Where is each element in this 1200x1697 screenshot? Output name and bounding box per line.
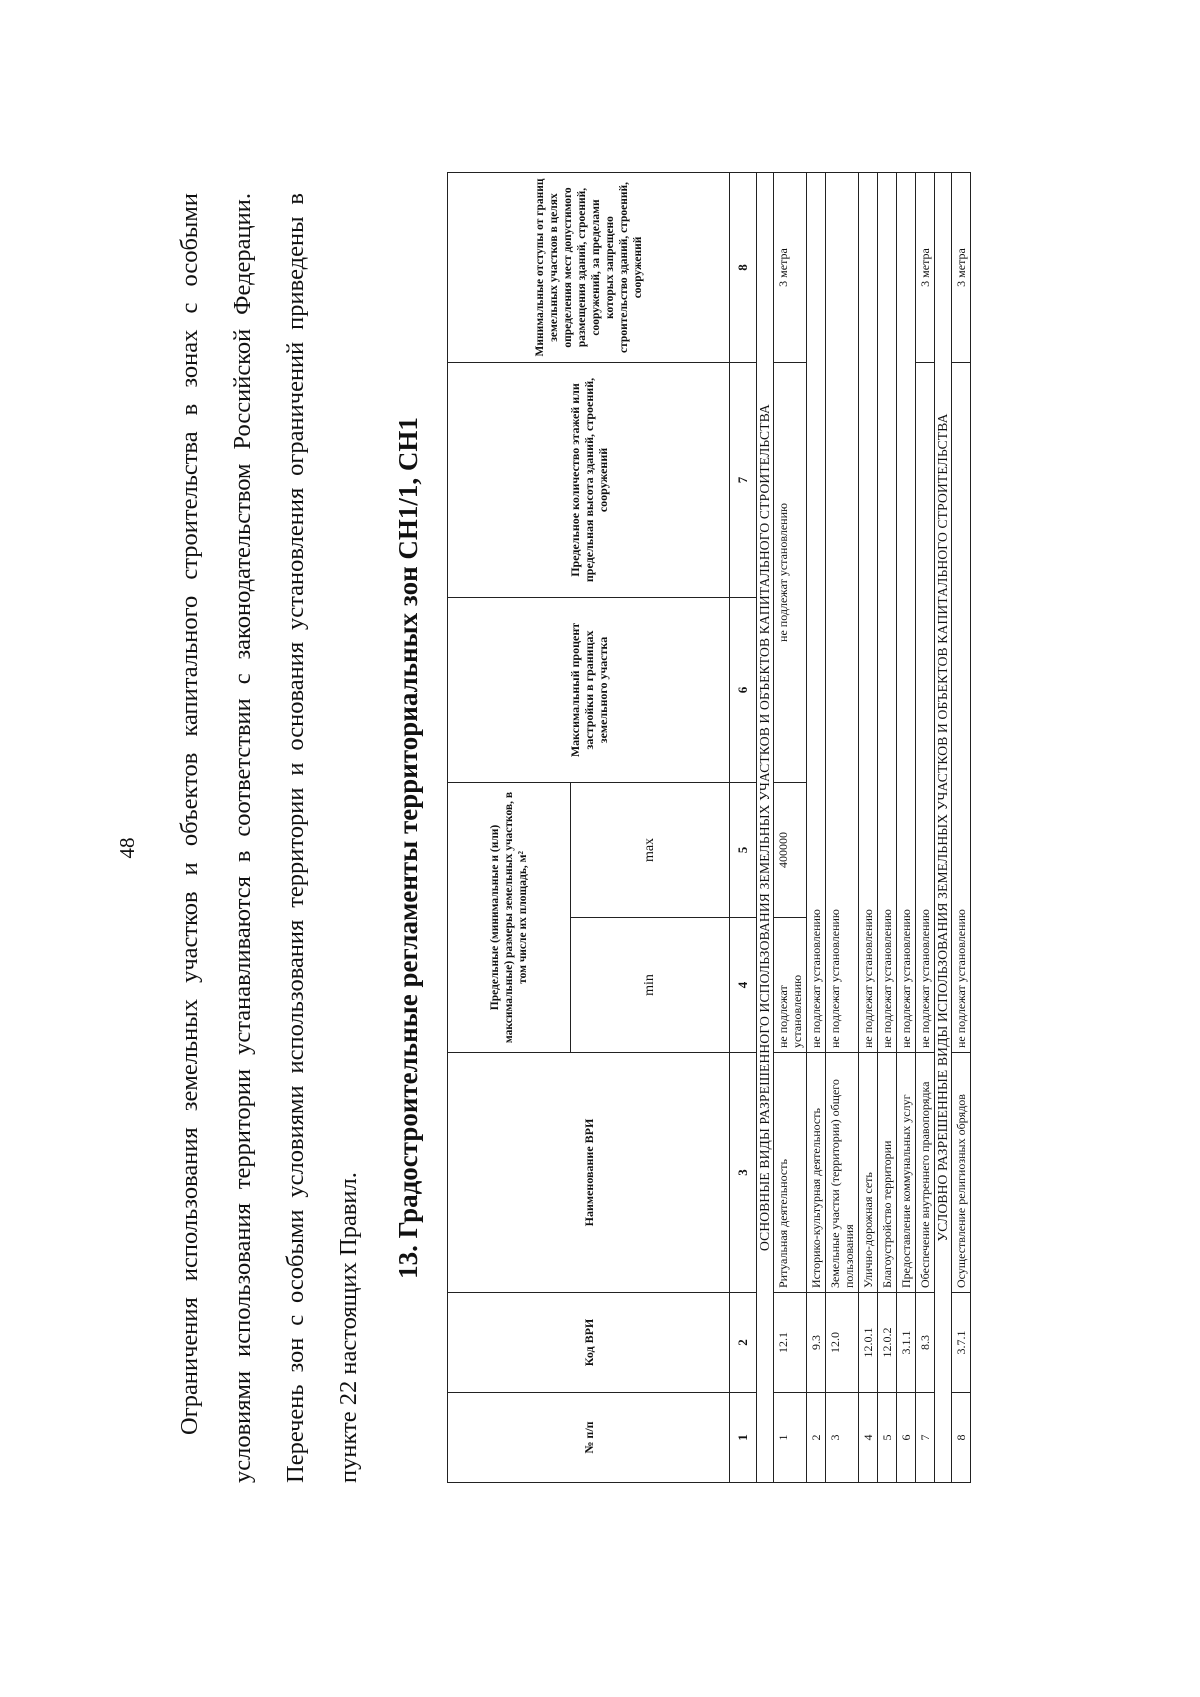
header-setback: Минимальные отступы от границ земельных участков в целях определения мест допустимого размещения зданий, строений, сооружений, за пределами которых запрещено строительство зданий, строений, сооружений — [448, 172, 730, 362]
section-main: ОСНОВНЫЕ ВИДЫ РАЗРЕШЕННОГО ИСПОЛЬЗОВАНИЯ ЗЕМЕЛЬНЫХ УЧАСТКОВ И ОБЪЕКТОВ КАПИТАЛЬНОГО СТРОИТЕЛЬСТВА — [757, 172, 774, 1482]
table-row — [826, 172, 859, 1482]
col-number: 2 — [730, 1293, 757, 1393]
row-sizes: не подлежат установлению — [897, 172, 916, 1052]
row-setback: 3 метра — [774, 172, 807, 362]
row-setback: 3 метра — [952, 172, 971, 362]
rotated-page — [55, 98, 1145, 1598]
table-row — [807, 172, 826, 1482]
row-code: 3.7.1 — [952, 1293, 971, 1393]
row-code: 8.3 — [916, 1293, 935, 1393]
section-conditional: УСЛОВНО РАЗРЕШЕННЫЕ ВИДЫ ИСПОЛЬЗОВАНИЯ ЗЕМЕЛЬНЫХ УЧАСТКОВ И ОБЪЕКТОВ КАПИТАЛЬНОГО СТРОИТЕЛЬСТВА — [935, 172, 952, 1482]
row-code: 12.1 — [774, 1293, 807, 1393]
col-number: 7 — [730, 362, 757, 597]
col-number: 6 — [730, 597, 757, 782]
row-sizes: не подлежат установлению — [859, 172, 878, 1052]
header-num: № п/п — [448, 1393, 730, 1483]
header-sizes: Предельные (минимальные и (или) максимальные) размеры земельных участков, в том числе их площадь, м² — [448, 782, 571, 1052]
row-name: Улично-дорожная сеть — [859, 1053, 878, 1293]
row-code: 9.3 — [807, 1293, 826, 1393]
table-row — [859, 172, 878, 1482]
row-max: 400000 — [774, 782, 807, 917]
row-code: 3.1.1 — [897, 1293, 916, 1393]
regulations-table — [447, 172, 971, 1483]
row-name: Ритуальная деятельность — [774, 1053, 807, 1293]
row-sizes: не подлежат установлению — [826, 172, 859, 1052]
table-title: 13. Градостроительные регламенты территориальных зон СН1/1, СН1 — [393, 417, 423, 1279]
row-number: 4 — [859, 1393, 878, 1483]
row-sizes: не подлежат установлению — [878, 172, 897, 1052]
row-number: 2 — [807, 1393, 826, 1483]
header-code: Код ВРИ — [448, 1293, 730, 1393]
col-number: 4 — [730, 918, 757, 1053]
row-number: 6 — [897, 1393, 916, 1483]
row-code: 12.0.1 — [859, 1293, 878, 1393]
header-name: Наименование ВРИ — [448, 1053, 730, 1293]
row-name: Историко-культурная деятельность — [807, 1053, 826, 1293]
row-number: 8 — [952, 1393, 971, 1483]
header-percent: Максимальный процент застройки в границах земельного участка — [448, 597, 730, 782]
table-row — [878, 172, 897, 1482]
row-code: 12.0.2 — [878, 1293, 897, 1393]
row-name: Обеспечение внутреннего правопорядка — [916, 1053, 935, 1293]
row-number: 5 — [878, 1393, 897, 1483]
row-number: 7 — [916, 1393, 935, 1483]
row-min: не подлежат установлению — [774, 918, 807, 1053]
table-row — [952, 172, 971, 1482]
col-number: 8 — [730, 172, 757, 362]
table-row — [774, 172, 807, 1482]
header-min: min — [571, 918, 730, 1053]
row-sizes: не подлежат установлению — [952, 362, 971, 1052]
row-setback: 3 метра — [916, 172, 935, 362]
row-name: Благоустройство территории — [878, 1053, 897, 1293]
table-row — [916, 172, 935, 1482]
row-sizes: не подлежат установлению — [916, 362, 935, 1052]
row-name: Земельные участки (территории) общего пользования — [826, 1053, 859, 1293]
row-name: Осуществление религиозных обрядов — [952, 1053, 971, 1293]
intro-paragraph: Ограничения использования земельных участков и объектов капитального строительства в зонах с особыми условиями использования территории устанавливаются в соответствии с законодательством Российской Федерации. Перечень зон с особыми условиями использования территории и основания установления ограничений приведены в пункте 22 настоящих Правил. — [176, 193, 362, 1483]
col-number: 5 — [730, 782, 757, 917]
header-floors: Предельное количество этажей или предельная высота зданий, строений, сооружений — [448, 362, 730, 597]
page-number: 48 — [115, 837, 139, 859]
row-name: Предоставление коммунальных услуг — [897, 1053, 916, 1293]
row-number: 1 — [774, 1393, 807, 1483]
row-code: 12.0 — [826, 1293, 859, 1393]
col-number: 1 — [730, 1393, 757, 1483]
col-number: 3 — [730, 1053, 757, 1293]
table-row — [897, 172, 916, 1482]
header-max: max — [571, 782, 730, 917]
row-limits: не подлежат установлению — [774, 362, 807, 782]
row-sizes: не подлежат установлению — [807, 172, 826, 1052]
row-number: 3 — [826, 1393, 859, 1483]
